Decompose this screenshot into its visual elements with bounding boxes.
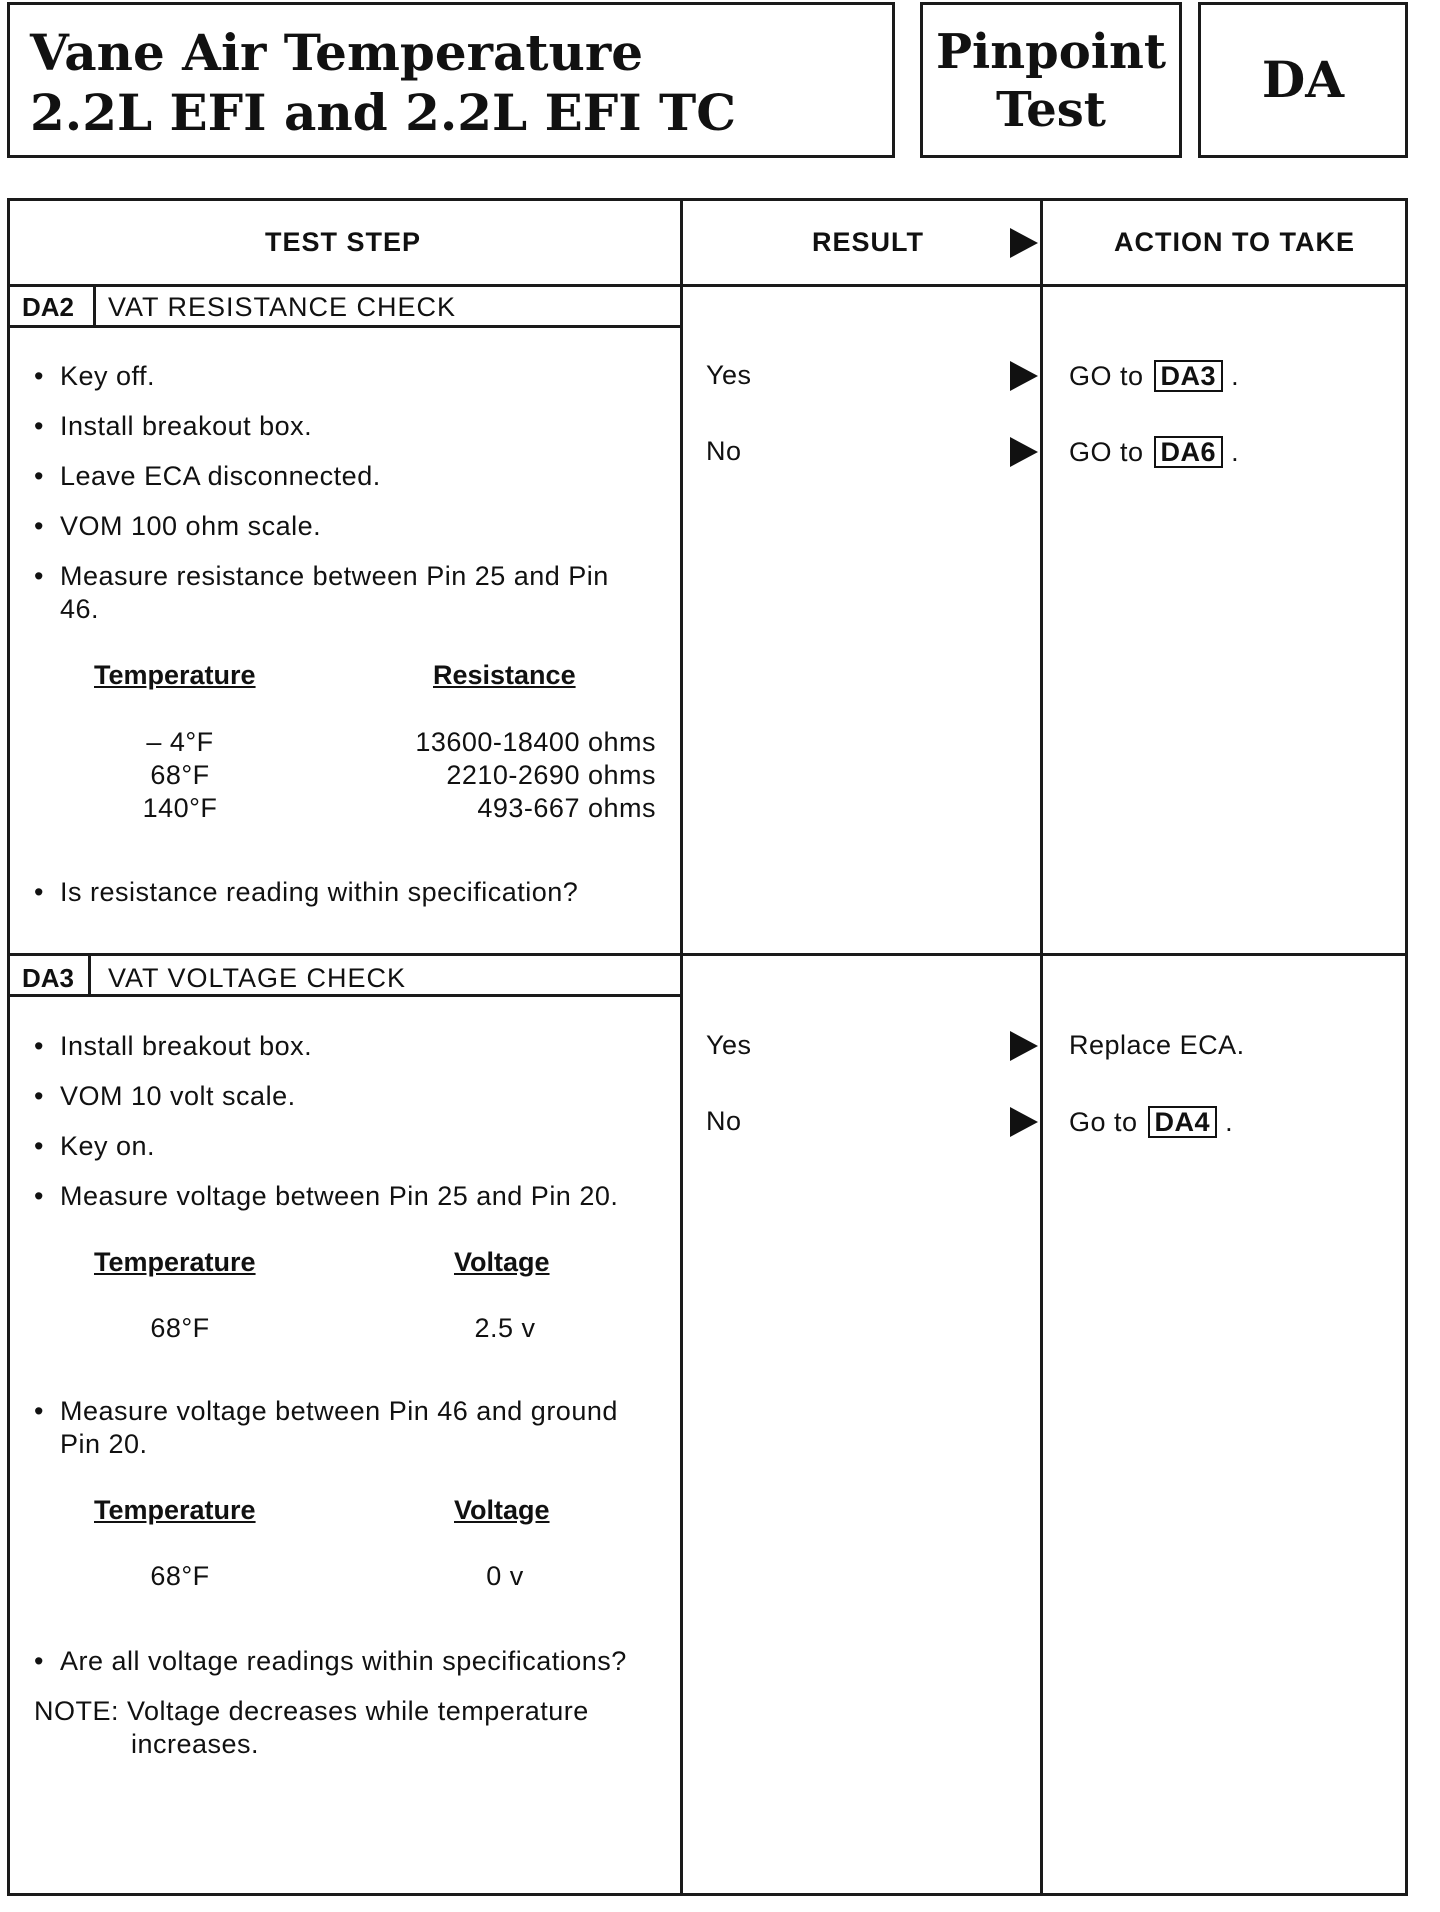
result-header-arrow-icon xyxy=(1010,228,1038,258)
da2-step-1: • Key off. xyxy=(60,361,155,392)
da3-step-2: • VOM 10 volt scale. xyxy=(60,1081,296,1112)
da2-resistance-2: 2210-2690 ohms xyxy=(446,760,656,790)
column-header-result: RESULT xyxy=(812,227,924,257)
da2-step-2: • Install breakout box. xyxy=(60,411,312,442)
da2-result-no: No xyxy=(706,436,742,466)
da2-ref-da3[interactable]: DA3 xyxy=(1154,360,1224,392)
da3-action-no xyxy=(1069,1106,1233,1138)
title-box xyxy=(7,2,895,158)
pinpoint-test-box xyxy=(920,2,1182,158)
da3-title: VAT VOLTAGE CHECK xyxy=(108,963,407,993)
da2-action-yes-period: . xyxy=(1231,361,1240,391)
da2-code-divider xyxy=(93,285,96,327)
da3-table1-voltage: 2.5 v xyxy=(474,1313,536,1343)
da2-no-arrow-icon xyxy=(1010,437,1038,467)
da3-table2-temp: 68°F xyxy=(150,1561,210,1591)
da3-table1-header-voltage: Voltage xyxy=(454,1247,550,1277)
da3-table2-voltage: 0 v xyxy=(486,1561,524,1591)
test-label: Test xyxy=(996,82,1106,138)
header-divider xyxy=(7,284,1408,287)
pinpoint-label: Pinpoint xyxy=(935,24,1167,80)
da3-result-no: No xyxy=(706,1106,742,1136)
da3-ref-da4[interactable]: DA4 xyxy=(1148,1106,1218,1138)
da2-table-header-temperature: Temperature xyxy=(94,660,256,690)
da2-step-5: • Measure resistance between Pin 25 and Pin xyxy=(60,561,609,592)
title-line-2: 2.2L EFI and 2.2L EFI TC xyxy=(30,83,737,142)
da3-result-yes: Yes xyxy=(706,1030,752,1060)
da2-table-header-resistance: Resistance xyxy=(433,660,576,690)
column-divider-1 xyxy=(680,198,683,1896)
da3-action-no-text: Go to xyxy=(1069,1107,1138,1137)
da2-yes-arrow-icon xyxy=(1010,361,1038,391)
da2-action-no xyxy=(1069,436,1239,468)
da3-step-3: • Key on. xyxy=(60,1131,155,1162)
da3-step-5: • Measure voltage between Pin 46 and ground xyxy=(60,1396,618,1427)
column-divider-2 xyxy=(1040,198,1043,1896)
da2-title: VAT RESISTANCE CHECK xyxy=(108,292,457,322)
da3-question: • Are all voltage readings within specifications? xyxy=(60,1646,627,1677)
section-divider xyxy=(7,953,1408,956)
da3-note-line-1: NOTE: Voltage decreases while temperature xyxy=(34,1696,589,1726)
da3-note-line-2: increases. xyxy=(131,1729,260,1759)
da3-no-arrow-icon xyxy=(1010,1107,1038,1137)
title-line-1: Vane Air Temperature xyxy=(30,23,644,82)
da3-code-divider xyxy=(88,954,91,996)
da2-temp-2: 68°F xyxy=(150,760,210,790)
da2-action-yes xyxy=(1069,360,1239,392)
da3-title-divider xyxy=(7,994,682,997)
column-header-test-step: TEST STEP xyxy=(265,227,422,257)
da3-step-4: • Measure voltage between Pin 25 and Pin 20. xyxy=(60,1181,618,1212)
da3-action-yes: Replace ECA. xyxy=(1069,1030,1245,1060)
da2-ref-da6[interactable]: DA6 xyxy=(1154,436,1224,468)
da2-temp-3: 140°F xyxy=(142,793,218,823)
da2-action-yes-text: GO to xyxy=(1069,361,1144,391)
da2-step-4: • VOM 100 ohm scale. xyxy=(60,511,321,542)
da2-resistance-1: 13600-18400 ohms xyxy=(415,727,656,757)
da2-code: DA2 xyxy=(22,292,75,322)
da2-step-5-cont: 46. xyxy=(60,594,100,624)
da3-yes-arrow-icon xyxy=(1010,1031,1038,1061)
da2-result-yes: Yes xyxy=(706,360,752,390)
da3-table2-header-temperature: Temperature xyxy=(94,1495,256,1525)
test-code-box: DA xyxy=(1198,2,1408,158)
da3-step-1: • Install breakout box. xyxy=(60,1031,312,1062)
da3-table1-temp: 68°F xyxy=(150,1313,210,1343)
da3-action-no-period: . xyxy=(1225,1107,1234,1137)
da2-question: • Is resistance reading within specification? xyxy=(60,877,578,908)
da2-resistance-3: 493-667 ohms xyxy=(477,793,656,823)
da2-title-divider xyxy=(7,325,682,328)
da3-step-5-cont: Pin 20. xyxy=(60,1429,148,1459)
da2-step-3: • Leave ECA disconnected. xyxy=(60,461,381,492)
da2-temp-1: – 4°F xyxy=(146,727,214,757)
da3-table2-header-voltage: Voltage xyxy=(454,1495,550,1525)
da3-code: DA3 xyxy=(22,963,75,993)
column-header-action: ACTION TO TAKE xyxy=(1114,227,1355,257)
da2-action-no-period: . xyxy=(1231,437,1240,467)
da3-table1-header-temperature: Temperature xyxy=(94,1247,256,1277)
da2-action-no-text: GO to xyxy=(1069,437,1144,467)
